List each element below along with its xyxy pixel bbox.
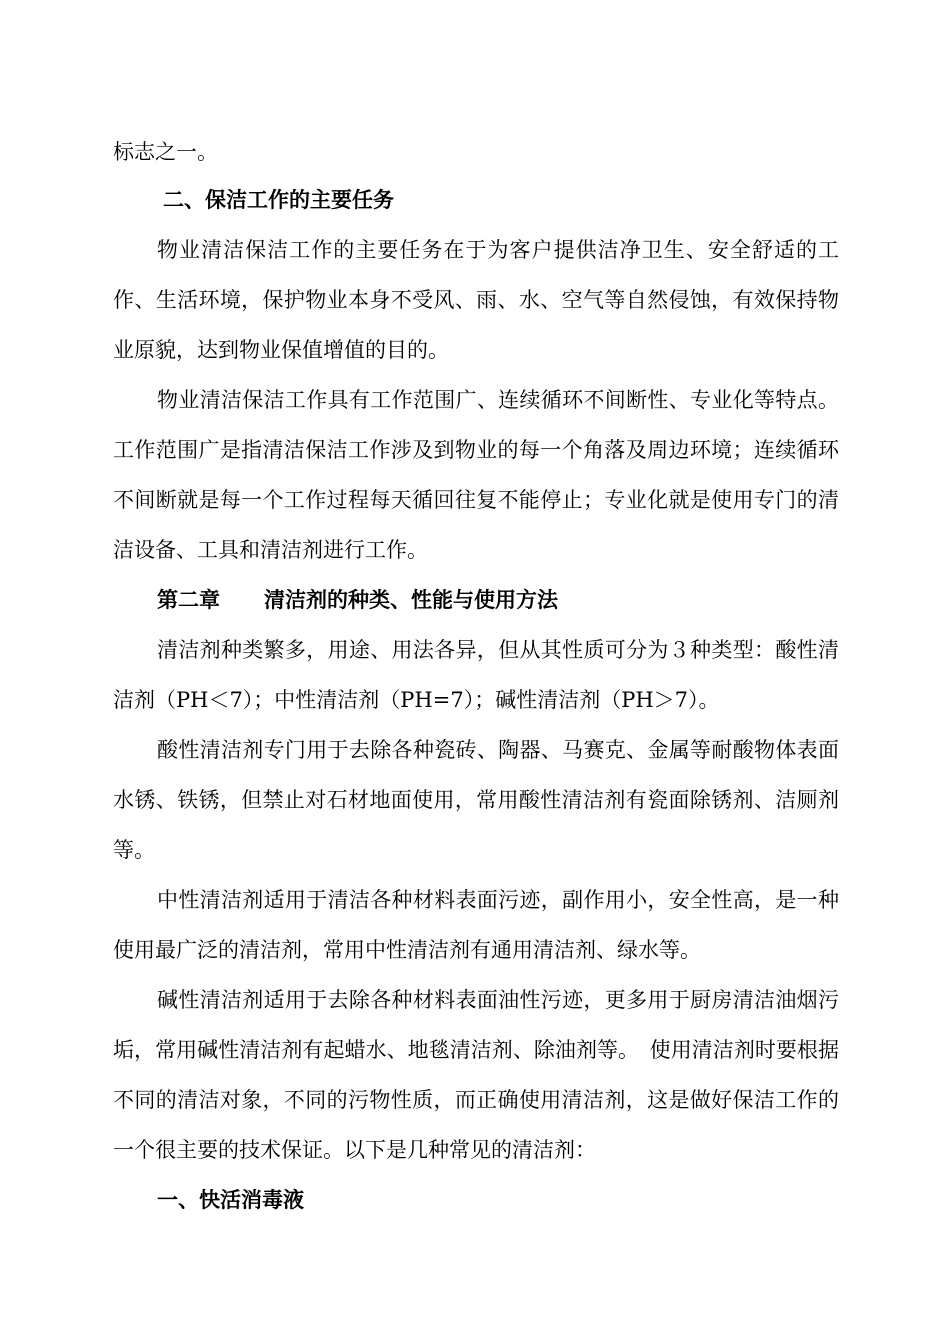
continuation-text: 标志之一。 [113, 140, 218, 164]
chapter-title: 清洁剂的种类、性能与使用方法 [264, 587, 558, 612]
paragraph-work-characteristics: 物业清洁保洁工作具有工作范围广、连续循环不间断性、专业化等特点。工作范围广是指清洁保洁工作涉及到物业的每一个角落及周边环境；连续循环不间断就是每一个工作过程每天循回往复不能停止；专业化就是使用专门的清洁设备、工具和清洁剂进行工作。 [113, 388, 839, 562]
paragraph-main-tasks: 物业清洁保洁工作的主要任务在于为客户提供洁净卫生、安全舒适的工作、生活环境，保护物业本身不受风、雨、水、空气等自然侵蚀，有效保持物业原貌，达到物业保值增值的目的。 [113, 238, 839, 362]
paragraph-alkaline-cleaner: 碱性清洁剂适用于去除各种材料表面油性污迹，更多用于厨房清洁油烟污垢，常用碱性清洁剂有起蜡水、地毯清洁剂、除油剂等。 使用清洁剂时要根据不同的清洁对象，不同的污物性质，而正确使用清洁剂，这是做好保洁工作的一个很主要的技术保证。以下是几种常见的清洁剂： [113, 988, 839, 1162]
paragraph-neutral-cleaner: 中性清洁剂适用于清洁各种材料表面污迹，副作用小，安全性高，是一种使用最广泛的清洁剂，常用中性清洁剂有通用清洁剂、绿水等。 [113, 888, 839, 962]
chapter-number: 第二章 [157, 587, 220, 612]
section-heading-disinfectant: 一、快活消毒液 [157, 1187, 304, 1212]
section-heading-main-tasks: 二、保洁工作的主要任务 [163, 187, 394, 212]
chapter-heading [157, 575, 839, 625]
paragraph-cleaner-types: 清洁剂种类繁多，用途、用法各异，但从其性质可分为３种类型：酸性清洁剂（PH＜7）；中性清洁剂（PH=7）；碱性清洁剂（PH＞7）。 [113, 638, 839, 712]
paragraph-acidic-cleaner: 酸性清洁剂专门用于去除各种瓷砖、陶器、马赛克、金属等耐酸物体表面水锈、铁锈，但禁止对石材地面使用，常用酸性清洁剂有瓷面除锈剂、洁厕剂等。 [113, 738, 839, 862]
